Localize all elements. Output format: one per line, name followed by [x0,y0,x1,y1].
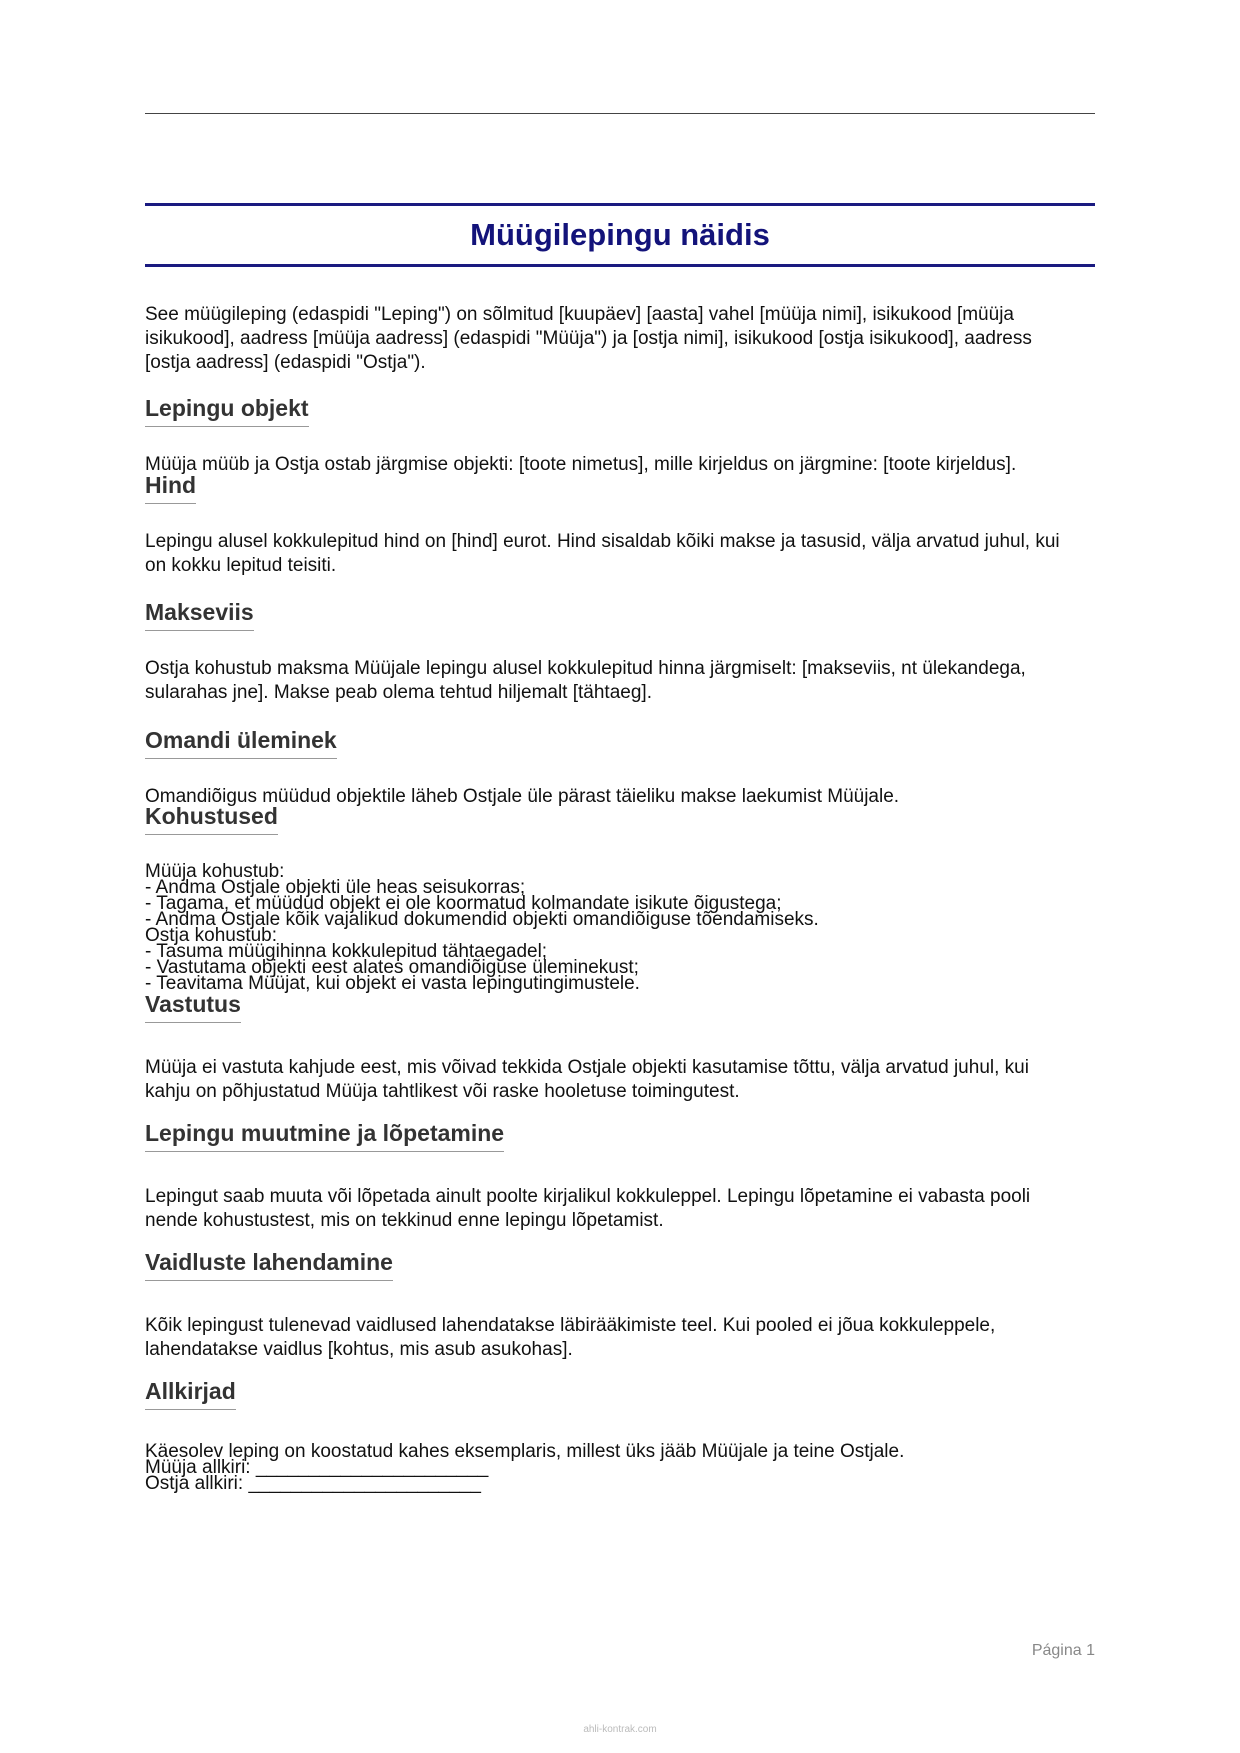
obligations-line: - Andma Ostjale kõik vajalikud dokumendid objekti omandiõiguse tõendamiseks. [145,909,819,930]
buyer-signature-line: Ostja allkiri: ______________________ [145,1473,481,1494]
section-text-price: Lepingu alusel kokkulepitud hind on [hind] eurot. Hind sisaldab kõiki makse ja tasusid, välja arvatud juhul, kui on kokku lepitud teisiti. [145,531,1060,576]
obligations-line: - Vastutama objekti eest alates omandiõiguse üleminekust; [145,957,639,978]
section-heading-disputes: Vaidluste lahendamine [145,1248,393,1281]
footer-url: ahli-kontrak.com [583,1724,657,1735]
page-number: Página 1 [1031,1642,1095,1659]
signatures-note: Käesolev leping on koostatud kahes eksemplaris, millest üks jääb Müüjale ja teine Ostjale. [145,1441,905,1462]
section-text-object: Müüja müüb ja Ostja ostab järgmise objekti: [toote nimetus], mille kirjeldus on järgmine: [toote kirjeldus]. [145,454,1017,475]
obligations-line: Müüja kohustub: [145,861,285,882]
obligations-line: Ostja kohustub: [145,925,278,946]
section-heading-price: Hind [145,471,196,504]
section-heading-ownership: Omandi üleminek [145,726,337,759]
section-text-ownership: Omandiõigus müüdud objektile läheb Ostjale üle pärast täieliku makse laekumist Müüjale. [145,786,900,807]
obligations-line: - Tasuma müügihinna kokkulepitud tähtaegadel; [145,941,548,962]
section-text-liability: Müüja ei vastuta kahjude eest, mis võivad tekkida Ostjale objekti kasutamise tõttu, välja arvatud juhul, kui kahju on põhjustatud Müüja tahtlikest või raske hooletuse toimingutest. [145,1057,1029,1102]
section-heading-amendment: Lepingu muutmine ja lõpetamine [145,1119,504,1152]
section-text-disputes: Kõik lepingust tulenevad vaidlused lahendatakse läbirääkimiste teel. Kui pooled ei jõua kokkuleppele, lahendatakse vaidlus [kohtus, mis asub asukohas]. [145,1315,996,1360]
intro-paragraph: See müügileping (edaspidi "Leping") on sõlmitud [kuupäev] [aasta] vahel [müüja nimi], isikukood [müüja isikukood], aadress [müüja aadress] (edaspidi "Müüja") ja [ostja nimi], isikukood [ostja isikukood], aadress [ostja aadress] (edaspidi "Ostja"). [145,304,1032,373]
section-text-payment: Ostja kohustub maksma Müüjale lepingu alusel kokkulepitud hinna järgmiselt: [makseviis, nt ülekandega, sularahas jne]. Makse peab olema tehtud hiljemalt [tähtaeg]. [145,658,1026,703]
section-heading-signatures: Allkirjad [145,1377,236,1410]
section-heading-object: Lepingu objekt [145,394,309,427]
document-title: Müügilepingu näidis [470,217,770,252]
section-heading-payment: Makseviis [145,598,254,631]
obligations-line: - Andma Ostjale objekti üle heas seisukorras; [145,877,526,898]
section-text-amendment: Lepingut saab muuta või lõpetada ainult poolte kirjalikul kokkuleppel. Lepingu lõpetamine ei vabasta pooli nende kohustustest, mis on tekkinud enne lepingu lõpetamist. [145,1186,1031,1231]
seller-signature-line: Müüja allkiri: ______________________ [145,1457,489,1478]
title-banner [145,203,1095,267]
signatures-block [145,1441,1075,1494]
obligations-list [145,861,1075,994]
section-heading-liability: Vastutus [145,990,241,1023]
obligations-line: - Tagama, et müüdud objekt ei ole koormatud kolmandate isikute õigustega; [145,893,782,914]
top-divider [145,113,1095,114]
section-heading-obligations: Kohustused [145,802,278,835]
obligations-line: - Teavitama Müüjat, kui objekt ei vasta lepingutingimustele. [145,973,640,994]
